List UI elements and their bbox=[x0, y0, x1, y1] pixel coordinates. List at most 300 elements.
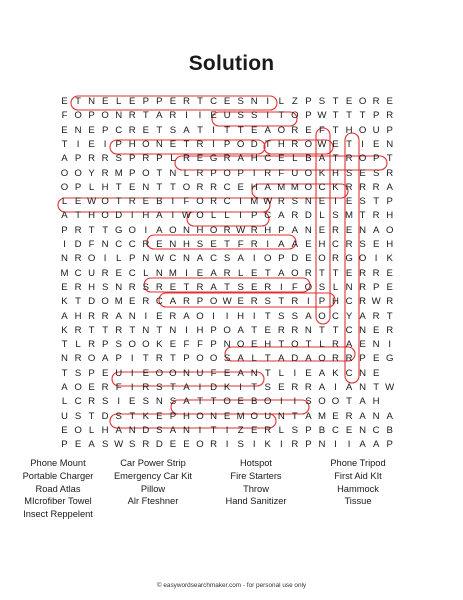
grid-letter: O bbox=[101, 210, 109, 222]
grid-letter: A bbox=[264, 181, 271, 193]
grid-letter: N bbox=[277, 410, 285, 422]
grid-letter: T bbox=[102, 324, 109, 336]
grid-letter: R bbox=[88, 339, 96, 351]
grid-letter: E bbox=[223, 367, 231, 379]
grid-letter: S bbox=[278, 310, 285, 322]
grid-letter: N bbox=[182, 367, 190, 379]
grid-letter: S bbox=[264, 382, 271, 393]
grid-letter: A bbox=[61, 382, 68, 393]
grid-letter: T bbox=[156, 124, 163, 136]
grid-letter: S bbox=[169, 396, 177, 408]
grid-letter: E bbox=[196, 153, 204, 165]
grid-letter: G bbox=[345, 253, 353, 265]
grid-letter: P bbox=[74, 181, 82, 193]
grid-letter: P bbox=[61, 439, 68, 451]
grid-letter: W bbox=[236, 224, 246, 236]
grid-letter: F bbox=[88, 239, 95, 250]
grid-letter: T bbox=[88, 224, 95, 236]
grid-letter: I bbox=[212, 310, 215, 322]
grid-letter: O bbox=[236, 138, 245, 150]
grid-letter: Z bbox=[291, 96, 298, 107]
grid-letter: E bbox=[88, 138, 95, 150]
grid-letter: I bbox=[334, 196, 337, 208]
grid-letter: A bbox=[183, 396, 190, 408]
grid-letter: N bbox=[372, 339, 380, 351]
grid-letter: E bbox=[88, 124, 95, 136]
grid-letter: O bbox=[358, 124, 367, 136]
grid-letter: I bbox=[252, 167, 256, 179]
grid-letter: P bbox=[386, 439, 393, 451]
grid-letter: D bbox=[101, 410, 109, 422]
grid-letter: A bbox=[237, 153, 244, 165]
grid-letter: T bbox=[224, 124, 231, 136]
grid-letter: N bbox=[169, 239, 177, 250]
grid-letter: E bbox=[250, 267, 258, 279]
grid-letter: I bbox=[293, 367, 297, 379]
grid-letter: P bbox=[88, 110, 95, 122]
grid-letter: T bbox=[197, 396, 203, 408]
grid-letter: A bbox=[183, 310, 190, 322]
grid-letter: N bbox=[359, 424, 367, 436]
grid-letter: E bbox=[332, 138, 339, 150]
grid-letter: I bbox=[374, 253, 378, 265]
grid-letter: C bbox=[74, 267, 82, 279]
grid-letter: K bbox=[386, 253, 393, 265]
grid-letter: C bbox=[318, 181, 326, 193]
grid-letter: O bbox=[196, 410, 204, 422]
grid-letter: P bbox=[237, 167, 244, 179]
grid-letter: R bbox=[101, 167, 109, 179]
grid-letter: N bbox=[61, 353, 68, 365]
grid-letter: P bbox=[210, 167, 217, 179]
grid-letter: E bbox=[345, 424, 353, 436]
grid-letter: T bbox=[278, 110, 285, 122]
grid-letter: H bbox=[88, 210, 96, 222]
grid-letter: N bbox=[128, 424, 136, 436]
grid-letter: I bbox=[239, 210, 242, 222]
grid-letter: O bbox=[236, 339, 245, 351]
grid-letter: L bbox=[224, 210, 230, 222]
grid-letter: T bbox=[319, 324, 325, 336]
grid-letter: A bbox=[318, 367, 326, 379]
grid-letter: R bbox=[372, 210, 380, 222]
grid-letter: E bbox=[386, 267, 393, 279]
grid-letter: M bbox=[277, 181, 286, 193]
grid-letter: O bbox=[74, 382, 82, 393]
grid-letter: R bbox=[196, 181, 204, 193]
grid-letter: A bbox=[183, 382, 190, 393]
grid-letter: S bbox=[237, 439, 244, 451]
grid-letter: O bbox=[60, 167, 69, 179]
grid-letter: T bbox=[305, 339, 312, 351]
grid-letter: R bbox=[182, 96, 190, 107]
grid-letter: E bbox=[250, 424, 258, 436]
grid-letter: N bbox=[304, 224, 312, 236]
grid-letter: O bbox=[331, 396, 340, 408]
grid-letter: E bbox=[278, 382, 285, 393]
grid-letter: P bbox=[156, 96, 163, 107]
grid-letter: H bbox=[182, 239, 190, 250]
grid-letter: G bbox=[114, 224, 123, 236]
grid-letter: T bbox=[346, 110, 352, 122]
grid-letter: R bbox=[332, 339, 339, 351]
grid-letter: M bbox=[345, 210, 354, 222]
grid-letter: Y bbox=[88, 167, 95, 179]
grid-letter: L bbox=[183, 167, 190, 179]
grid-letter: C bbox=[155, 296, 163, 308]
grid-letter: R bbox=[386, 110, 394, 122]
grid-letter: R bbox=[101, 310, 109, 322]
grid-letter: L bbox=[292, 153, 298, 165]
grid-letter: O bbox=[304, 181, 313, 193]
grid-letter: E bbox=[169, 439, 177, 451]
word-list-item: Throw bbox=[243, 483, 269, 494]
grid-letter: R bbox=[169, 110, 177, 122]
grid-letter: E bbox=[196, 267, 204, 279]
grid-letter: L bbox=[251, 353, 257, 365]
grid-letter: R bbox=[182, 296, 190, 308]
grid-letter: A bbox=[169, 296, 177, 308]
grid-letter: R bbox=[101, 153, 109, 165]
grid-letter: R bbox=[250, 224, 258, 236]
grid-letter: E bbox=[386, 96, 393, 107]
grid-letter: S bbox=[115, 339, 122, 351]
grid-letter: N bbox=[169, 324, 177, 336]
grid-letter: C bbox=[332, 424, 339, 436]
grid-letter: P bbox=[74, 153, 82, 165]
grid-letter: E bbox=[169, 138, 177, 150]
grid-letter: N bbox=[115, 110, 123, 122]
grid-letter: I bbox=[239, 196, 242, 208]
word-list-item: Emergency Car Kit bbox=[113, 470, 193, 481]
grid-letter: R bbox=[210, 181, 218, 193]
grid-letter: R bbox=[345, 410, 353, 422]
grid-letter: A bbox=[210, 267, 217, 279]
grid-letter: T bbox=[156, 181, 163, 193]
grid-letter: S bbox=[237, 281, 244, 293]
grid-letter: C bbox=[128, 267, 136, 279]
grid-letter: C bbox=[345, 324, 353, 336]
grid-letter: S bbox=[345, 167, 353, 179]
grid-letter: O bbox=[358, 253, 367, 265]
grid-letter: I bbox=[185, 324, 188, 336]
grid-letter: R bbox=[332, 224, 339, 236]
grid-letter: N bbox=[182, 224, 190, 236]
grid-letter: A bbox=[386, 181, 393, 193]
grid-letter: N bbox=[74, 124, 82, 136]
grid-letter: A bbox=[359, 439, 366, 451]
grid-letter: R bbox=[386, 296, 394, 308]
grid-letter: H bbox=[250, 153, 258, 165]
grid-letter: P bbox=[372, 153, 380, 165]
grid-letter: I bbox=[252, 310, 256, 322]
grid-letter: I bbox=[212, 124, 215, 136]
grid-letter: S bbox=[115, 410, 122, 422]
grid-letter: A bbox=[278, 267, 285, 279]
grid-letter: R bbox=[74, 324, 82, 336]
grid-letter: R bbox=[128, 281, 136, 293]
grid-letter: A bbox=[359, 410, 366, 422]
grid-letter: R bbox=[155, 281, 163, 293]
grid-letter: L bbox=[61, 196, 68, 208]
grid-letter: R bbox=[264, 167, 272, 179]
grid-letter: O bbox=[196, 196, 204, 208]
grid-letter: N bbox=[142, 181, 150, 193]
grid-letter: O bbox=[291, 339, 299, 351]
grid-letter: P bbox=[250, 210, 258, 222]
grid-letter: N bbox=[304, 324, 312, 336]
grid-letter: D bbox=[291, 253, 299, 265]
grid-letter: O bbox=[196, 353, 204, 365]
grid-letter: S bbox=[223, 353, 231, 365]
grid-letter: T bbox=[142, 110, 149, 122]
grid-letter: C bbox=[128, 239, 136, 250]
grid-letter: L bbox=[88, 424, 95, 436]
grid-letter: L bbox=[75, 339, 81, 351]
grid-letter: E bbox=[305, 124, 312, 136]
grid-letter: H bbox=[318, 239, 326, 250]
grid-letter: A bbox=[264, 124, 271, 136]
grid-letter: T bbox=[210, 424, 217, 436]
grid-letter: E bbox=[318, 196, 326, 208]
grid-letter: E bbox=[88, 382, 95, 393]
grid-letter: D bbox=[304, 210, 312, 222]
grid-letter: U bbox=[88, 267, 96, 279]
grid-letter: A bbox=[237, 324, 244, 336]
grid-letter: O bbox=[318, 253, 326, 265]
grid-letter: R bbox=[128, 110, 136, 122]
grid-letter: P bbox=[305, 96, 312, 107]
grid-letter: E bbox=[129, 96, 136, 107]
grid-letter: R bbox=[332, 353, 339, 365]
grid-letter: R bbox=[359, 181, 367, 193]
grid-letter: U bbox=[196, 367, 204, 379]
grid-letter: T bbox=[224, 239, 231, 250]
grid-letter: S bbox=[156, 382, 163, 393]
grid-letter: O bbox=[196, 310, 204, 322]
grid-letter: R bbox=[372, 310, 380, 322]
grid-letter: H bbox=[182, 410, 190, 422]
grid-letter: M bbox=[250, 196, 259, 208]
grid-letter: E bbox=[318, 224, 326, 236]
grid-letter: O bbox=[74, 167, 82, 179]
grid-letter: H bbox=[101, 424, 109, 436]
grid-letter: S bbox=[196, 239, 204, 250]
word-list-item: Tissue bbox=[344, 496, 372, 507]
grid-letter: A bbox=[359, 310, 366, 322]
grid-letter: N bbox=[155, 396, 163, 408]
grid-letter: A bbox=[386, 410, 393, 422]
grid-letter: E bbox=[278, 153, 285, 165]
grid-letter: E bbox=[345, 267, 353, 279]
grid-letter: C bbox=[169, 253, 177, 265]
grid-letter: W bbox=[263, 196, 273, 208]
grid-letter: R bbox=[115, 324, 123, 336]
grid-letter: R bbox=[359, 267, 367, 279]
grid-letter: I bbox=[347, 439, 351, 451]
grid-letter: B bbox=[386, 424, 393, 436]
grid-letter: U bbox=[372, 124, 380, 136]
grid-letter: S bbox=[101, 281, 109, 293]
grid-letter: R bbox=[169, 310, 177, 322]
grid-letter: I bbox=[76, 138, 80, 150]
grid-letter: S bbox=[237, 110, 244, 122]
grid-letter: R bbox=[304, 382, 312, 393]
grid-letter: I bbox=[212, 138, 215, 150]
grid-letter: N bbox=[128, 310, 136, 322]
grid-letter: T bbox=[142, 353, 149, 365]
grid-letter: B bbox=[156, 196, 163, 208]
grid-letter: O bbox=[196, 210, 204, 222]
grid-letter: R bbox=[291, 324, 299, 336]
grid-letter: C bbox=[345, 296, 353, 308]
grid-letter: R bbox=[372, 181, 380, 193]
grid-letter: D bbox=[155, 439, 163, 451]
grid-letter: N bbox=[155, 138, 163, 150]
grid-letter: T bbox=[251, 324, 258, 336]
grid-letter: T bbox=[197, 96, 203, 107]
word-list-item: MIcrofiber Towel bbox=[24, 496, 92, 507]
grid-letter: A bbox=[291, 239, 299, 250]
grid-letter: R bbox=[74, 353, 82, 365]
grid-letter: H bbox=[196, 224, 204, 236]
grid-letter: O bbox=[142, 138, 150, 150]
grid-letter: O bbox=[358, 153, 367, 165]
grid-letter: I bbox=[279, 439, 283, 451]
grid-letter: P bbox=[210, 339, 217, 351]
grid-letter: C bbox=[210, 96, 218, 107]
grid-letter: P bbox=[196, 296, 204, 308]
grid-letter: K bbox=[332, 181, 339, 193]
grid-letter: O bbox=[223, 396, 231, 408]
grid-letter: D bbox=[115, 210, 123, 222]
grid-letter: T bbox=[224, 281, 231, 293]
grid-letter: F bbox=[210, 367, 217, 379]
grid-letter: E bbox=[345, 196, 353, 208]
grid-letter: F bbox=[291, 281, 298, 293]
grid-letter: O bbox=[223, 324, 231, 336]
grid-letter: D bbox=[250, 138, 258, 150]
grid-letter: O bbox=[128, 224, 136, 236]
grid-letter: I bbox=[307, 296, 310, 308]
grid-letter: R bbox=[291, 138, 299, 150]
grid-letter: N bbox=[210, 410, 218, 422]
grid-letter: C bbox=[223, 181, 231, 193]
grid-letter: O bbox=[304, 281, 313, 293]
grid-letter: A bbox=[237, 367, 244, 379]
grid-letter: R bbox=[196, 167, 204, 179]
grid-letter: O bbox=[101, 196, 109, 208]
grid-letter: L bbox=[210, 210, 217, 222]
grid-letter: W bbox=[154, 253, 164, 265]
grid-letter: A bbox=[291, 224, 299, 236]
grid-letter: N bbox=[386, 138, 394, 150]
grid-letter: T bbox=[169, 382, 176, 393]
grid-letter: E bbox=[129, 181, 136, 193]
grid-letter: T bbox=[183, 138, 190, 150]
grid-letter: N bbox=[182, 253, 190, 265]
grid-letter: L bbox=[237, 267, 244, 279]
grid-letter: I bbox=[103, 138, 107, 150]
grid-letter: I bbox=[266, 239, 270, 250]
grid-letter: C bbox=[264, 210, 272, 222]
grid-letter: A bbox=[305, 310, 312, 322]
grid-letter: P bbox=[169, 410, 177, 422]
grid-letter: E bbox=[372, 239, 380, 250]
grid-letter: C bbox=[372, 424, 380, 436]
grid-letter: H bbox=[250, 181, 258, 193]
grid-letter: A bbox=[345, 339, 353, 351]
grid-letter: E bbox=[305, 253, 312, 265]
grid-letter: R bbox=[345, 153, 353, 165]
word-list-item: Alr Fteshner bbox=[127, 496, 179, 507]
grid-letter: C bbox=[74, 396, 82, 408]
grid-letter: I bbox=[334, 382, 337, 393]
grid-letter: T bbox=[319, 267, 325, 279]
grid-letter: N bbox=[101, 239, 109, 250]
grid-letter: K bbox=[61, 296, 68, 308]
grid-letter: I bbox=[171, 210, 175, 222]
grid-letter: A bbox=[318, 382, 326, 393]
grid-letter: T bbox=[88, 324, 95, 336]
grid-letter: P bbox=[88, 367, 95, 379]
grid-letter: O bbox=[304, 167, 313, 179]
word-list-item: Insect Reppelent bbox=[23, 509, 93, 520]
grid-letter: E bbox=[156, 310, 163, 322]
grid-letter: T bbox=[264, 138, 271, 150]
grid-letter: I bbox=[198, 110, 202, 122]
grid-letter: E bbox=[142, 367, 149, 379]
grid-letter: M bbox=[290, 181, 299, 193]
grid-letter: H bbox=[88, 281, 96, 293]
grid-letter: N bbox=[250, 96, 258, 107]
grid-letter: T bbox=[332, 110, 339, 122]
grid-letter: T bbox=[386, 310, 393, 322]
grid-letter: R bbox=[142, 296, 150, 308]
word-list-item: Hotspot bbox=[239, 458, 273, 468]
grid-letter: E bbox=[101, 367, 109, 379]
word-list-item: Car Power Strip bbox=[120, 458, 186, 468]
grid-letter: S bbox=[101, 396, 109, 408]
grid-letter: W bbox=[181, 210, 191, 222]
grid-letter: R bbox=[345, 239, 353, 250]
grid-letter: A bbox=[278, 353, 285, 365]
grid-letter: Y bbox=[345, 310, 353, 322]
grid-letter: I bbox=[130, 210, 134, 222]
grid-letter: E bbox=[129, 296, 136, 308]
grid-letter: F bbox=[319, 124, 325, 136]
grid-letter: E bbox=[372, 353, 380, 365]
grid-letter: T bbox=[169, 353, 176, 365]
grid-letter: A bbox=[196, 253, 204, 265]
grid-letter: R bbox=[74, 281, 82, 293]
grid-letter: E bbox=[237, 396, 244, 408]
grid-letter: A bbox=[156, 210, 163, 222]
grid-letter: T bbox=[264, 310, 271, 322]
grid-letter: E bbox=[305, 239, 312, 250]
grid-letter: R bbox=[88, 396, 96, 408]
grid-letter: H bbox=[386, 239, 394, 250]
grid-letter: A bbox=[318, 153, 326, 165]
grid-letter: S bbox=[223, 253, 231, 265]
grid-letter: C bbox=[115, 124, 123, 136]
grid-letter: T bbox=[359, 110, 366, 122]
grid-letter: R bbox=[264, 424, 272, 436]
grid-letter: E bbox=[169, 339, 177, 351]
grid-letter: R bbox=[345, 353, 353, 365]
grid-letter: O bbox=[142, 167, 150, 179]
grid-letter: C bbox=[332, 239, 339, 250]
